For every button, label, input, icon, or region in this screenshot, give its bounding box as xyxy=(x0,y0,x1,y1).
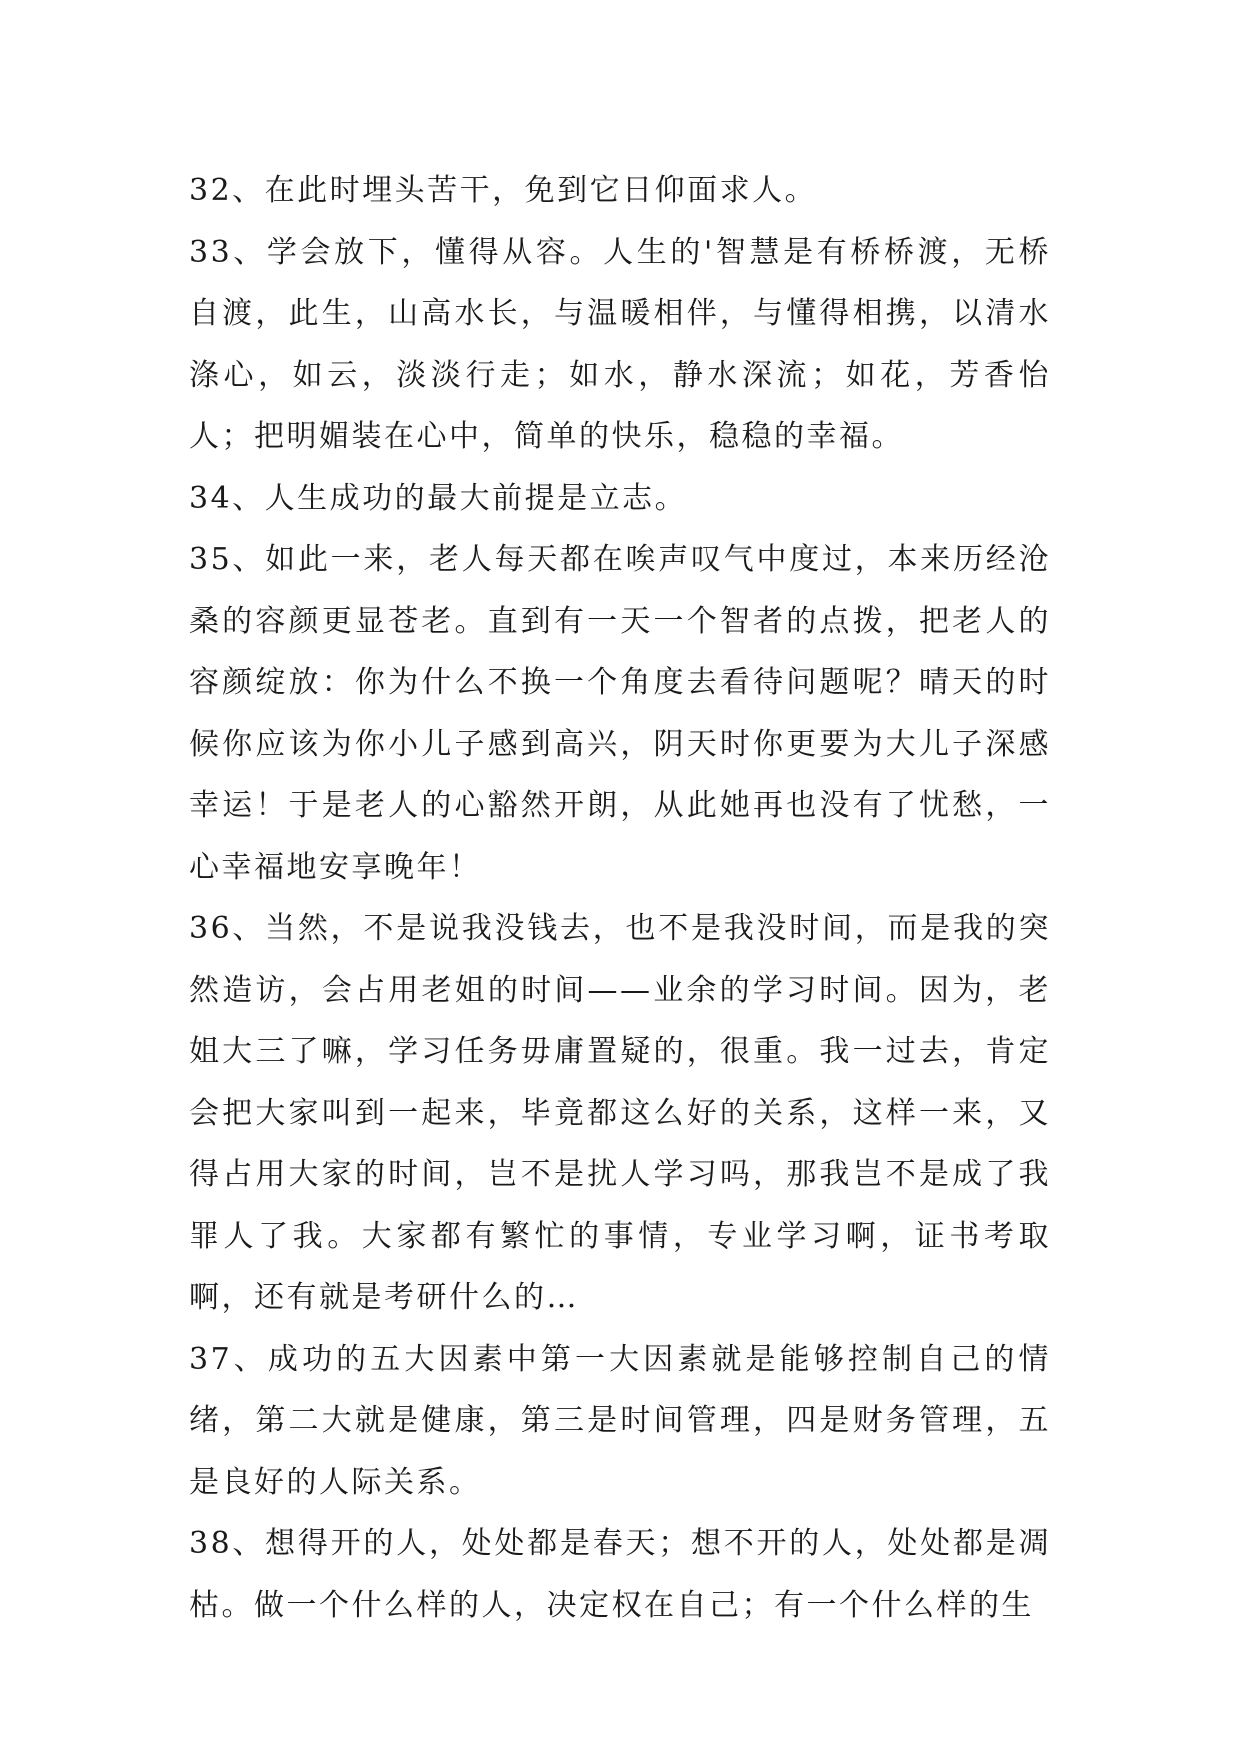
paragraph-37: 37、成功的五大因素中第一大因素就是能够控制自己的情绪，第二大就是健康，第三是时间管理，四是财务管理，五是良好的人际关系。 xyxy=(189,1341,1051,1500)
paragraph-35: 35、如此一来，老人每天都在唉声叹气中度过，本来历经沧桑的容颜更显苍老。直到有一天一个智者的点拨，把老人的容颜绽放：你为什么不换一个角度去看待问题呢？晴天的时候你应该为你小儿子感到高兴，阴天时你更要为大儿子深感幸运！于是老人的心豁然开朗，从此她再也没有了忧愁，一心幸福地安享晚年！ xyxy=(189,542,1051,885)
paragraph-33: 33、学会放下，懂得从容。人生的'智慧是有桥桥渡，无桥自渡，此生，山高水长，与温暖相伴，与懂得相携，以清水涤心，如云，淡淡行走；如水，静水深流；如花，芳香怡人；把明媚装在心中，简单的快乐，稳稳的幸福。 xyxy=(189,234,1051,454)
paragraph-36: 36、当然，不是说我没钱去，也不是我没时间，而是我的突然造访，会占用老姐的时间——业余的学习时间。因为，老姐大三了嘛，学习任务毋庸置疑的，很重。我一过去，肯定会把大家叫到一起来，毕竟都这么好的关系，这样一来，又得占用大家的时间，岂不是扰人学习吗，那我岂不是成了我罪人了我。大家都有繁忙的事情，专业学习啊，证书考取啊，还有就是考研什么的… xyxy=(189,911,1051,1315)
paragraph-34: 34、人生成功的最大前提是立志。 xyxy=(189,480,688,516)
paragraph-32: 32、在此时埋头苦干，免到它日仰面求人。 xyxy=(189,173,818,208)
paragraph-38: 38、想得开的人，处处都是春天；想不开的人，处处都是凋枯。做一个什么样的人，决定权在自己；有一个什么样的生 xyxy=(189,1526,1051,1623)
document-body xyxy=(189,160,1051,1636)
